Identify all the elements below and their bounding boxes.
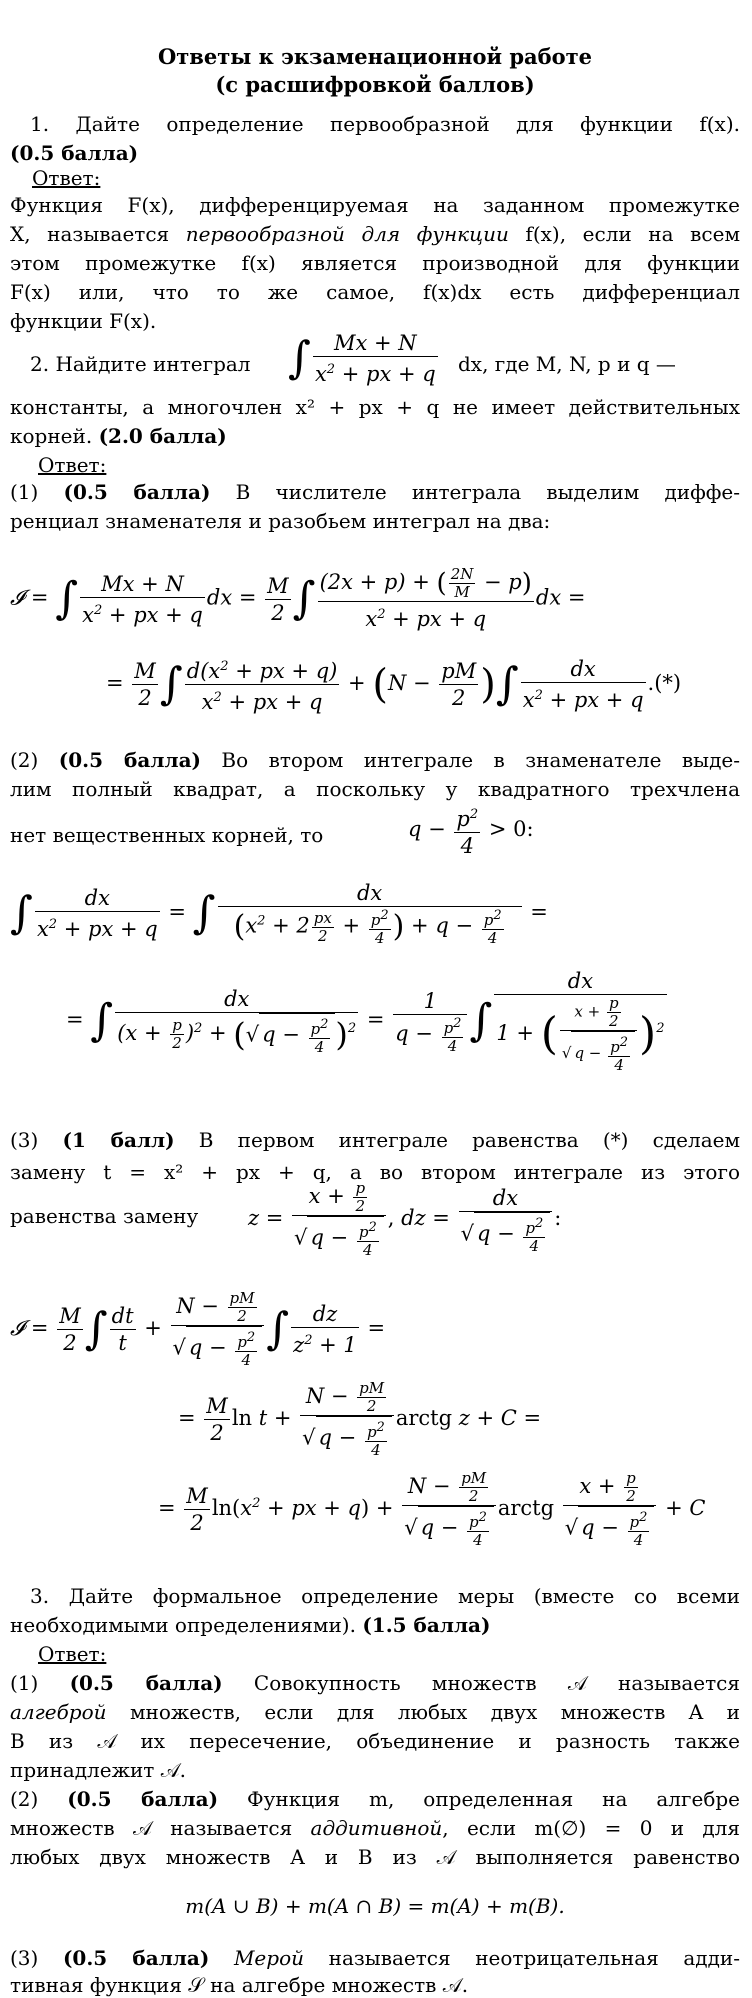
q3-a-line2: алгеброй множеств, если для любых двух множеств A и — [10, 1700, 740, 1724]
q3-a-line3: B из 𝒜 их пересечение, объединение и разность также — [10, 1729, 740, 1753]
q2-step3-line2: замену t = x² + px + q, а во втором интеграле из этого — [10, 1160, 740, 1184]
title-line-1: Ответы к экзаменационной работе — [157, 44, 593, 69]
formula-result-line2: = $\frac{M}{2}$ ln t + N − $\frac{pM}{2}$ √ q − $\frac{p^2}{4}$ arctg z + C = — [178, 1379, 542, 1459]
q1-points: (0.5 балла) — [10, 141, 139, 165]
formula-I-line2: = $\frac{M}{2}$ ∫ $\frac{d(x^2 + px + q)}{x^2 + px + q}$ + (N − $\frac{pM}{2}$ )∫ $\frac{dx}{x^2 + px + q}$ .(*) — [106, 654, 681, 715]
q2-step1-line2: ренциал знаменателя и разобьем интеграл на два: — [10, 509, 551, 533]
q1-para-3: этом промежутке f(x) является производной для функции — [10, 251, 740, 275]
q2-line-3: корней. (2.0 балла) — [10, 424, 227, 448]
q1-line-1: 1. Дайте определение первообразной для функции f(x). — [30, 112, 740, 136]
q3-b-line3: любых двух множеств A и B из 𝒜 выполняется равенство — [10, 1845, 740, 1869]
q2-step2-line1: (2) (0.5 балла) Во втором интеграле в знаменателе выде- — [10, 748, 740, 772]
q2-step2-line2: лим полный квадрат, а поскольку у квадратного трехчлена — [10, 777, 740, 801]
q2-step2-line3: нет вещественных корней, то — [10, 823, 324, 847]
formula-I-line1: 𝓘 = ∫ $\frac{Mx + N}{x^2 + px + q}$ dx = $\frac{M}{2}$ ∫ (2x + p) + ( $\frac{2N}{M}$ − p) $x^2$ + px + q dx = — [10, 565, 586, 631]
title-line-2: (с расшифровкой баллов) — [215, 72, 535, 97]
formula-substitution-z: z = x + $\frac{p}{2}$ √ q − $\frac{p^2}{4}$ , dz = dx √ q − $\frac{p^2}{4}$ : — [248, 1179, 562, 1259]
formula-q-minus-p2: q − $\frac{p^2}{4}$ > 0: — [408, 802, 534, 859]
formula-result-line1: 𝓘 = $\frac{M}{2}$ ∫ $\frac{dt}{t}$ + N − $\frac{pM}{2}$ √ q − $\frac{p^2}{4}$ ∫ $\frac{dz}{z^2 + 1}$ = — [10, 1289, 386, 1369]
q3-a-line4: принадлежит 𝒜. — [10, 1758, 187, 1782]
q2-line-1b: dx, где M, N, p и q — — [458, 352, 676, 376]
q2-step1-line1: (1) (0.5 балла) В числителе интеграла выделим диффе- — [10, 480, 740, 504]
q1-para-5: функции F(x). — [10, 309, 157, 333]
q3-additivity-formula: m(A ∪ B) + m(A ∩ B) = m(A) + m(B). — [185, 1894, 565, 1918]
formula-complete-square-2: = ∫ dx (x + $\frac{p}{2}$ )$^2$ + (√ q − $\frac{p^2}{4}$ )$^2$ = 1 q − $\frac{p^2}{4}$ ∫ dx 1 + ( x + $\frac{p}{2}$ √ q − $\frac{p^2}{4}$ )$^2$ — [66, 969, 665, 1074]
q1-answer-label: Ответ: — [32, 166, 101, 190]
q2-line-1a: 2. Найдите интеграл — [30, 352, 251, 376]
q3-b-line2: множеств 𝒜 называется аддитивной, если m(∅) = 0 и для — [10, 1816, 741, 1840]
q2-step3-line1: (3) (1 балл) В первом интеграле равенства (*) сделаем — [10, 1128, 741, 1152]
q3-line-1: 3. Дайте формальное определение меры (вместе со всеми — [30, 1584, 740, 1608]
q3-line-2: необходимыми определениями). (1.5 балла) — [10, 1613, 491, 1637]
q2-line-2: константы, а многочлен x² + px + q не имеет действительных — [10, 395, 740, 419]
q2-step3-line3: равенства замену — [10, 1204, 199, 1228]
q3-c-line2: тивная функция 𝒮 на алгебре множеств 𝒜. — [10, 1973, 469, 1997]
formula-result-line3: = $\frac{M}{2}$ $\ln(x^2$ + px + q) + N − $\frac{pM}{2}$ √ q − $\frac{p^2}{4}$ arctg x + $\frac{p}{2}$ √ q − $\frac{p^2}{4}$ + C — [158, 1469, 706, 1549]
q2-answer-label: Ответ: — [38, 453, 107, 477]
q1-para-2: X, называется первообразной для функции f(x), если на всем — [10, 222, 740, 246]
q3-c-line1: (3) (0.5 балла) Мерой называется неотрицательная адди- — [10, 1946, 740, 1970]
q3-a-line1: (1) (0.5 балла) Совокупность множеств 𝒜 называется — [10, 1671, 741, 1695]
q3-b-line1: (2) (0.5 балла) Функция m, определенная на алгебре — [10, 1787, 740, 1811]
formula-complete-square-1: ∫ $\frac{dx}{x^2 + px + q}$ = ∫ dx ($x^2 + 2$ $\frac{px}{2}$ + $\frac{p^2}{4}$ ) + q − $\frac{p^2}{4}$ = — [10, 881, 548, 947]
q1-para-4: F(x) или, что то же самое, f(x)dx есть дифференциал — [10, 280, 740, 304]
q3-answer-label: Ответ: — [38, 1642, 107, 1666]
q1-para-1: Функция F(x), дифференцируемая на заданном промежутке — [10, 193, 740, 217]
q2-integral-formula: ∫ $\frac{Mx + N}{x^2 + px + q}$ — [288, 331, 436, 386]
